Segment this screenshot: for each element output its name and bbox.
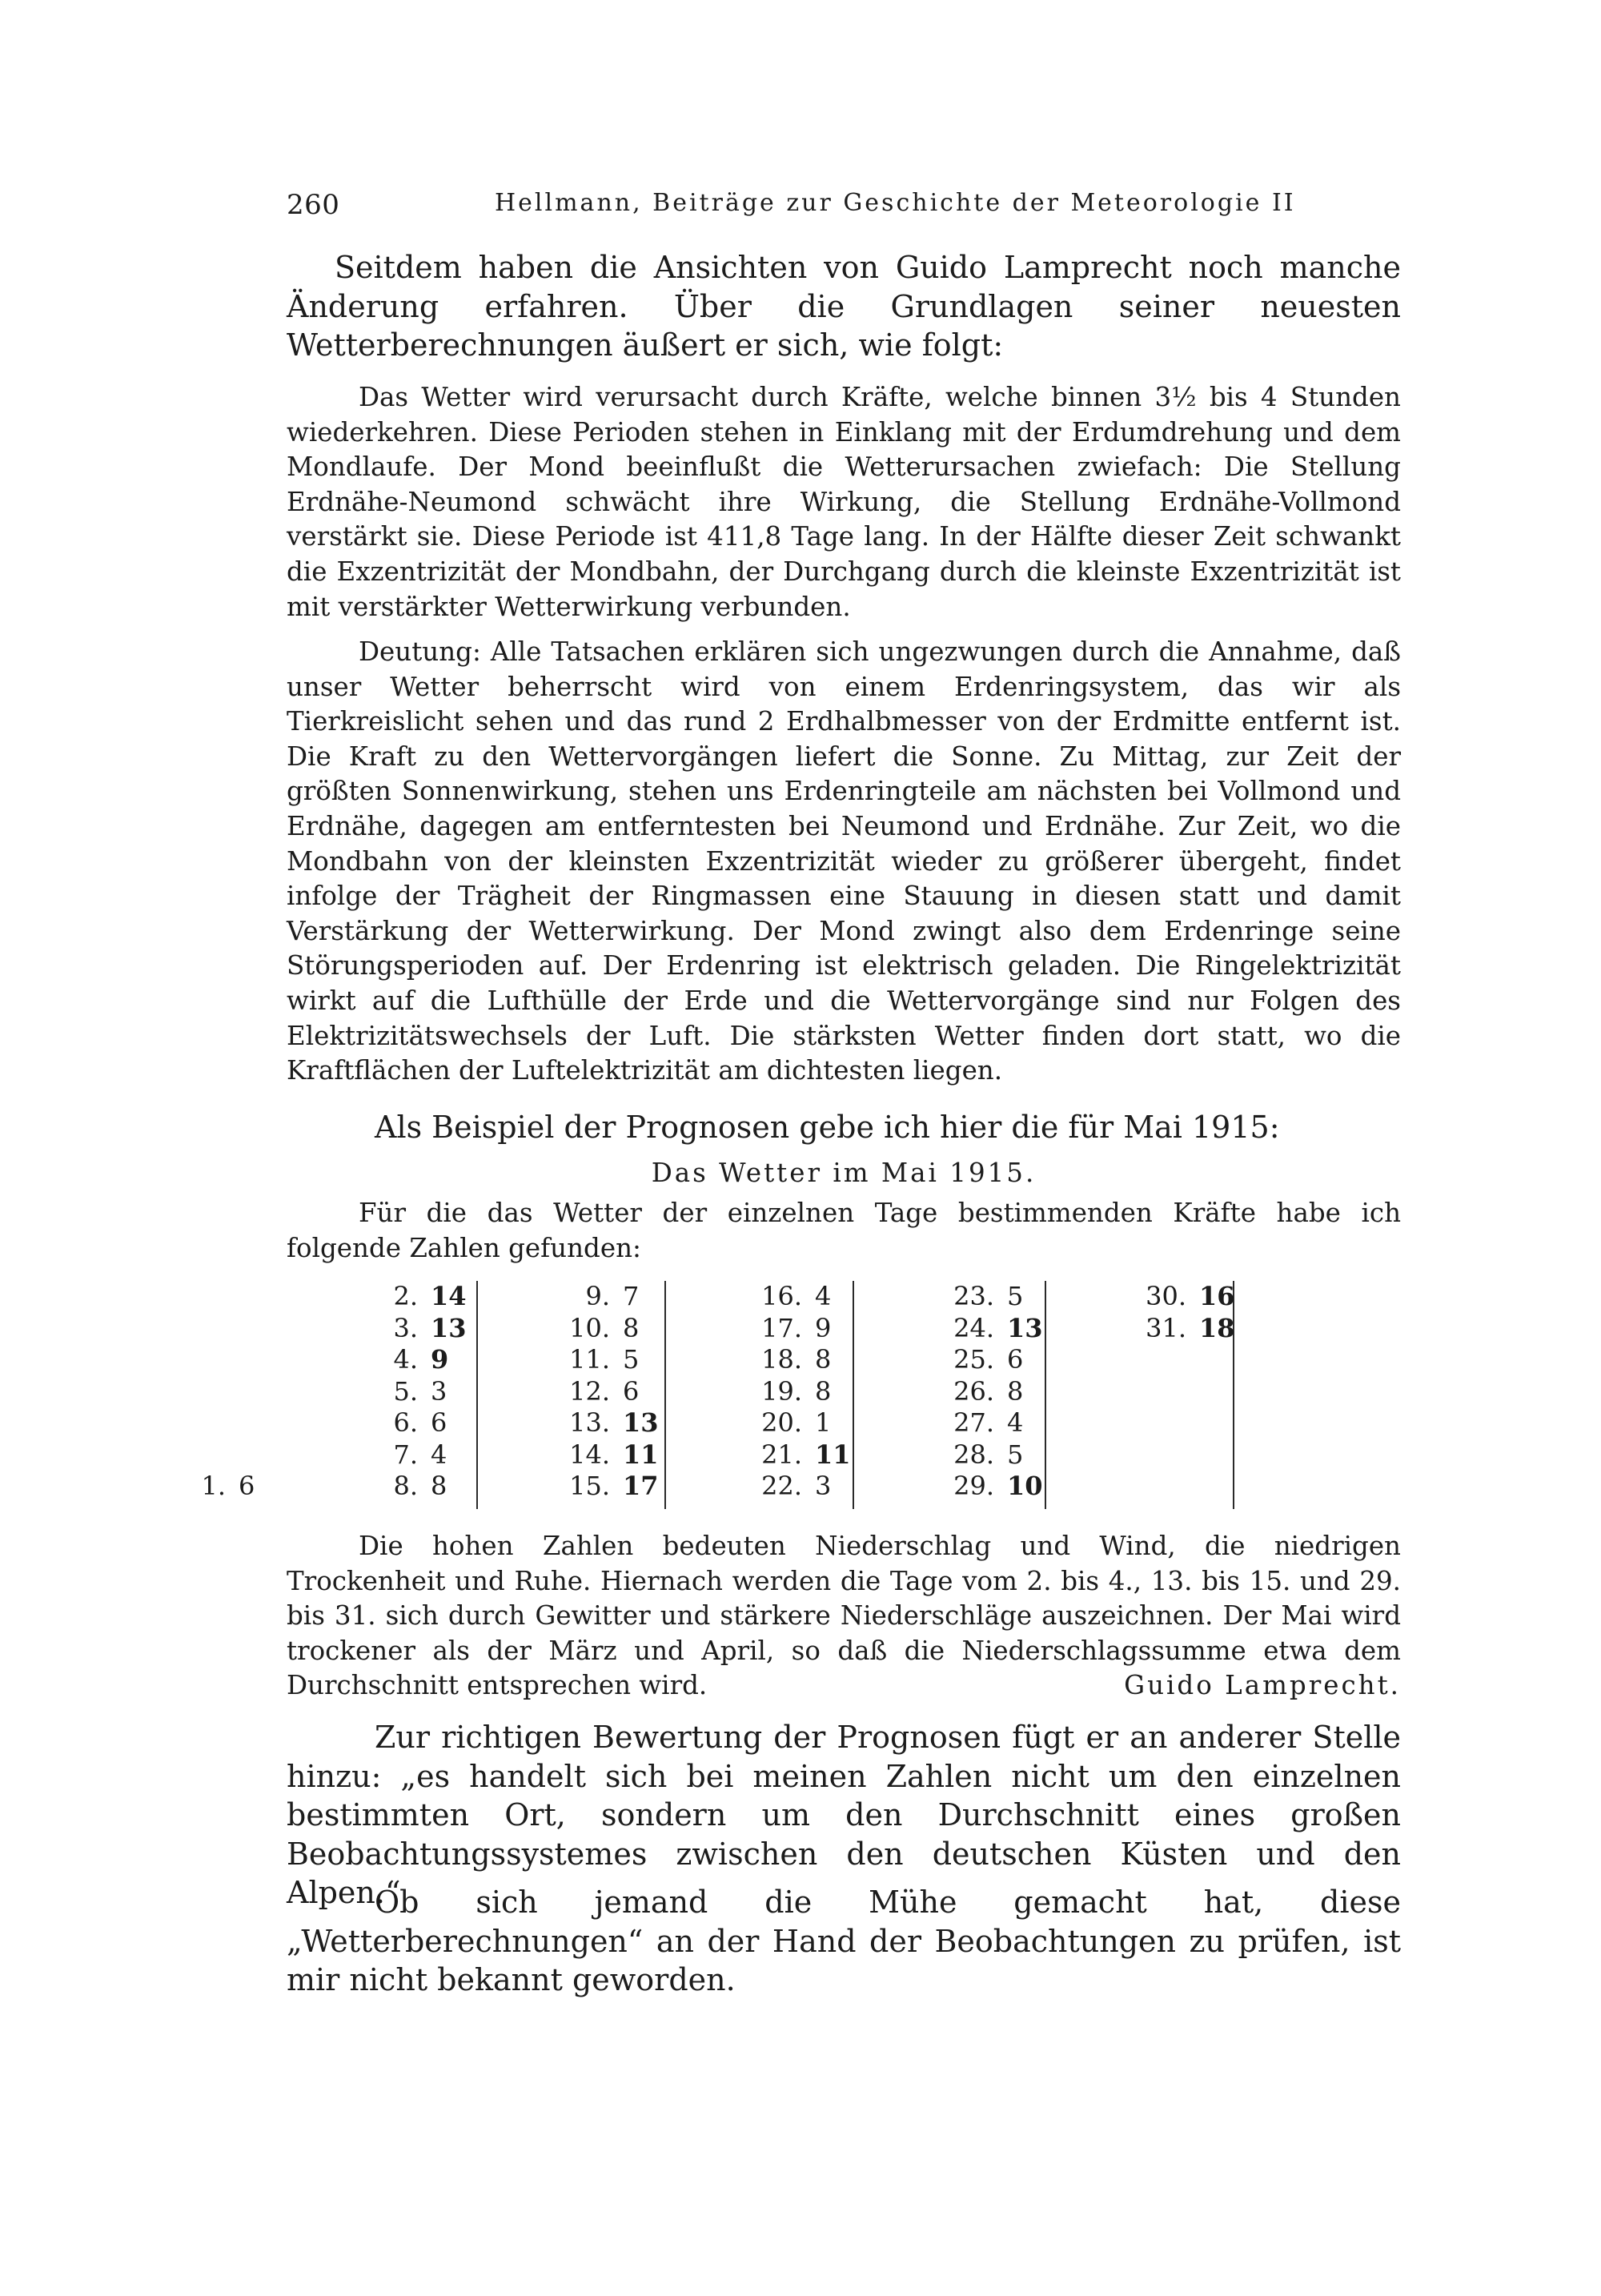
table-cell [544, 1313, 704, 1345]
paragraph-closing: Ob sich jemand die Mühe gemacht hat, diese „Wetterberechnungen“ an der Hand der Beobachtungen zu prüfen, ist mir nicht bekannt geworden. [287, 1885, 1401, 1997]
table-intro: Für die das Wetter der einzelnen Tage bestimmenden Kräfte habe ich folgende Zahlen gefunden: [287, 1198, 1401, 1263]
table-title: Das Wetter im Mai 1915. [651, 1158, 1037, 1188]
day-label: 31. [1146, 1312, 1186, 1343]
table-cell [736, 1281, 897, 1313]
day-label: 2. [393, 1281, 418, 1311]
force-value: 8 [623, 1312, 640, 1343]
table-cell [352, 1313, 512, 1345]
table-cell [736, 1407, 897, 1439]
day-label: 17. [761, 1312, 802, 1343]
day-label: 1. [201, 1471, 226, 1501]
table-column [736, 1281, 897, 1503]
force-value: 9 [815, 1312, 832, 1343]
force-value: 6 [431, 1407, 447, 1438]
day-label: 12. [569, 1375, 610, 1407]
force-value: 17 [623, 1471, 659, 1501]
force-value: 5 [1007, 1281, 1024, 1311]
table-cell [352, 1471, 512, 1503]
force-value: 14 [431, 1281, 467, 1311]
signature: Guido Lamprecht. [1124, 1670, 1401, 1700]
force-value: 3 [431, 1375, 447, 1407]
day-label: 18. [761, 1344, 802, 1375]
force-value: 4 [815, 1281, 832, 1311]
table-cell [352, 1439, 512, 1471]
quote-paragraph-2: Deutung: Alle Tatsachen erklären sich ungezwungen durch die Annahme, daß unser Wetter beherrscht wird von einem Erdenringsystem, das wir als Tierkreislicht sehen und das rund 2 Erdhalbmesser von der Erdmitte entfernt ist. Die Kraft zu den Wettervorgängen liefert die Sonne. Zu Mittag, zur Zeit der größten Sonnenwirkung, stehen uns Erdenringteile am nächsten bei Vollmond und Erdnähe, dagegen am entferntesten bei Neumond und Erdnähe. Zur Zeit, wo die Mondbahn von der kleinsten Exzentrizität wieder zu größerer übergeht, findet infolge der Trägheit der Ringmassen eine Stauung in diesen statt und damit Verstärkung der Wetterwirkung. Der Mond zwingt also dem Erdenringe seine Störungsperioden auf. Der Erdenring ist elektrisch geladen. Die Ringelektrizität wirkt auf die Lufthülle der Erde und die Wettervorgänge sind nur Folgen des Elektrizitätswechsels der Luft. Die stärksten Wetter finden dort statt, wo die Kraftflächen der Luftelektrizität am dichtesten liegen. [287, 636, 1401, 1086]
force-value: 8 [815, 1375, 832, 1407]
day-label: 6. [393, 1407, 418, 1438]
table-cell [544, 1376, 704, 1408]
table-cell [544, 1407, 704, 1439]
force-value: 4 [431, 1439, 447, 1470]
day-label: 20. [761, 1407, 802, 1438]
paragraph-intro: Seitdem haben die Ansichten von Guido Lamprecht noch manche Änderung erfahren. Über die Grundlagen seiner neuesten Wetterberechnungen äußert er sich, wie folgt: [287, 250, 1401, 363]
paragraph-evaluation: Zur richtigen Bewertung der Prognosen fügt er an anderer Stelle hinzu: „es handelt sich bei meinen Zahlen nicht um den einzelnen bestimmten Ort, sondern um den Durchschnitt eines großen Beobachtungssystemes zwischen den deutschen Küsten und den Alpen.“ [287, 1720, 1401, 1910]
force-value: 3 [815, 1471, 832, 1501]
table-cell [160, 1471, 320, 1503]
force-value: 13 [623, 1407, 659, 1438]
table-cell [736, 1376, 897, 1408]
table-column [1121, 1281, 1281, 1344]
table-column [929, 1281, 1089, 1503]
day-label: 13. [569, 1407, 610, 1438]
table-cell [352, 1407, 512, 1439]
day-label: 3. [393, 1312, 418, 1343]
table-cell [929, 1376, 1089, 1408]
force-value: 18 [1199, 1312, 1235, 1343]
force-value: 11 [815, 1439, 851, 1470]
force-value: 5 [623, 1344, 640, 1375]
table-cell [736, 1471, 897, 1503]
table-cell [929, 1281, 1089, 1313]
table-cell [929, 1407, 1089, 1439]
day-label: 26. [953, 1375, 994, 1407]
table-column [160, 1471, 320, 1503]
day-label: 19. [761, 1375, 802, 1407]
force-value: 1 [815, 1407, 832, 1438]
table-cell [1121, 1281, 1281, 1313]
day-label: 15. [569, 1471, 610, 1501]
force-value: 6 [1007, 1344, 1024, 1375]
day-label: 8. [393, 1471, 418, 1501]
table-cell [352, 1376, 512, 1408]
force-value: 8 [1007, 1375, 1024, 1407]
day-label: 27. [953, 1407, 994, 1438]
force-value: 4 [1007, 1407, 1024, 1438]
table-cell [736, 1439, 897, 1471]
force-value: 11 [623, 1439, 659, 1470]
day-label: 29. [953, 1471, 994, 1501]
day-label: 14. [569, 1439, 610, 1470]
force-value: 9 [431, 1344, 449, 1375]
force-value: 7 [623, 1281, 640, 1311]
day-label: 21. [761, 1439, 802, 1470]
force-value: 13 [1007, 1312, 1043, 1343]
running-title: Hellmann, Beiträge zur Geschichte der Meteorologie II [495, 189, 1296, 217]
page-header [287, 189, 1367, 229]
forecast-table [201, 1281, 1407, 1513]
day-label: 10. [569, 1312, 610, 1343]
force-value: 16 [1199, 1281, 1235, 1311]
table-column [352, 1281, 512, 1503]
table-cell [929, 1313, 1089, 1345]
table-cell [544, 1439, 704, 1471]
force-value: 6 [239, 1471, 255, 1501]
interpretation-paragraph: Die hohen Zahlen bedeuten Niederschlag und Wind, die niedrigen Trockenheit und Ruhe. Hiernach werden die Tage vom 2. bis 4., 13. bis 15. und 29. bis 31. sich durch Gewitter und stärkere Niederschläge auszeichnen. Der Mai wird trockener als der März und April, so daß die Niederschlagssumme etwa dem Durchschnitt entsprechen wird. [287, 1531, 1401, 1701]
table-cell [929, 1439, 1089, 1471]
quote-paragraph-1: Das Wetter wird verursacht durch Kräfte, welche binnen 3½ bis 4 Stunden wiederkehren. Diese Perioden stehen in Einklang mit der Erdumdrehung und dem Mondlaufe. Der Mond beeinflußt die Wetterursachen zwiefach: Die Stellung Erdnähe-Neumond schwächt ihre Wirkung, die Stellung Erdnähe-Vollmond verstärkt sie. Diese Periode ist 411,8 Tage lang. In der Hälfte dieser Zeit schwankt die Exzentrizität der Mondbahn, der Durchgang durch die kleinste Exzentrizität ist mit verstärkter Wetterwirkung verbunden. [287, 382, 1401, 622]
table-cell [544, 1344, 704, 1376]
day-label: 30. [1146, 1281, 1186, 1311]
force-value: 13 [431, 1312, 467, 1343]
table-cell [929, 1471, 1089, 1503]
day-label: 25. [953, 1344, 994, 1375]
force-value: 6 [623, 1375, 640, 1407]
table-cell [929, 1344, 1089, 1376]
table-cell [1121, 1313, 1281, 1345]
force-value: 10 [1007, 1471, 1043, 1501]
day-label: 22. [761, 1471, 802, 1501]
table-cell [352, 1344, 512, 1376]
day-label: 23. [953, 1281, 994, 1311]
table-column [544, 1281, 704, 1503]
day-label: 4. [393, 1344, 418, 1375]
table-cell [736, 1344, 897, 1376]
day-label: 24. [953, 1312, 994, 1343]
day-label: 28. [953, 1439, 994, 1470]
day-label: 5. [393, 1375, 418, 1407]
table-cell [352, 1281, 512, 1313]
table-cell [544, 1471, 704, 1503]
day-label: 9. [585, 1281, 610, 1311]
day-label: 16. [761, 1281, 802, 1311]
force-value: 5 [1007, 1439, 1024, 1470]
force-value: 8 [431, 1471, 447, 1501]
page-number: 260 [287, 189, 340, 221]
table-cell [736, 1313, 897, 1345]
example-intro: Als Beispiel der Prognosen gebe ich hier die für Mai 1915: [375, 1110, 1280, 1145]
day-label: 11. [569, 1344, 610, 1375]
day-label: 7. [393, 1439, 418, 1470]
force-value: 8 [815, 1344, 832, 1375]
table-cell [544, 1281, 704, 1313]
